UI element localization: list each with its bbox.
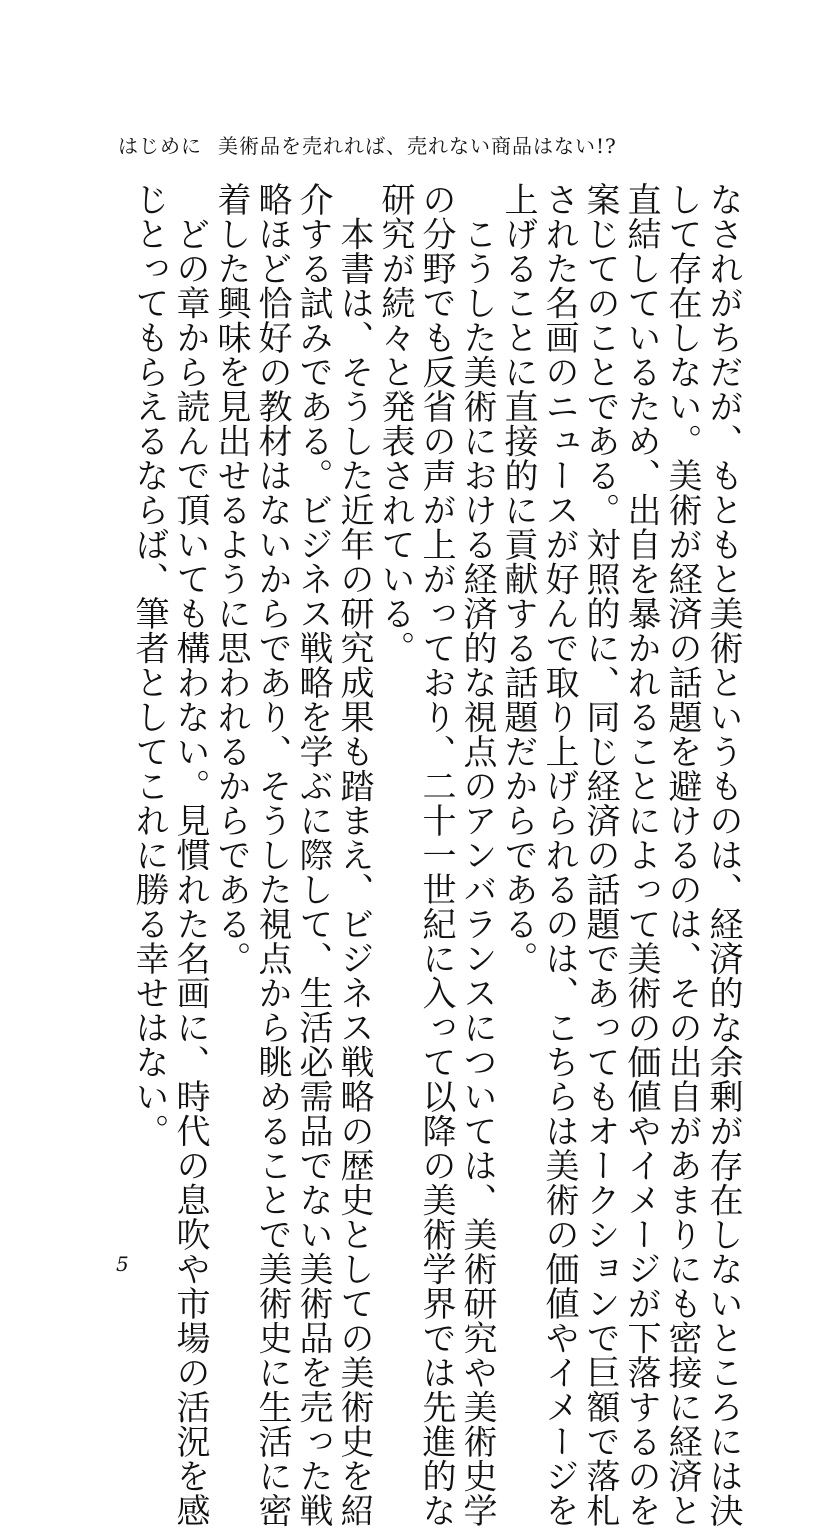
running-header [118, 130, 718, 159]
text-line: こうした美術における経済的な視点のアンバランスについては、美術研究や美術史学 [457, 182, 497, 1528]
text-line: 直結しているため、出自を暴かれることによって美術の価値やイメージが下落するのを [621, 182, 661, 1528]
text-line: どの章から読んで頂いても構わない。見慣れた名画に、時代の息吹や市場の活況を感 [170, 182, 210, 1528]
text-line: 上げることに直接的に貢献する話題だからである。 [498, 182, 538, 976]
text-line: された名画のニュースが好んで取り上げられるのは、こちらは美術の価値やイメージを [539, 182, 579, 1528]
text-line: 着した興味を見出せるように思われるからである。 [211, 182, 251, 976]
text-line: 介する試みである。ビジネス戦略を学ぶに際して、生活必需品でない美術品を売った戦 [293, 182, 333, 1528]
page-number: 5 [116, 1252, 129, 1276]
text-line: じとってもらえるならば、筆者としてこれに勝る幸せはない。 [129, 182, 169, 1148]
text-line: 本書は、そうした近年の研究成果も踏まえ、ビジネス戦略の歴史としての美術史を紹 [334, 182, 374, 1528]
text-line: して存在しない。美術が経済の話題を避けるのは、その出自があまりにも密接に経済と [662, 182, 702, 1528]
header-chapter: はじめに [118, 134, 202, 158]
text-line: 案じてのことである。対照的に、同じ経済の話題であってもオークションで巨額で落札 [580, 182, 620, 1528]
text-line: の分野でも反省の声が上がっており、二十一世紀に入って以降の美術学界では先進的な [416, 182, 456, 1528]
text-line: 略ほど恰好の教材はないからであり、そうした視点から眺めることで美術史に生活に密 [252, 182, 292, 1528]
text-line: なされがちだが、もともと美術というものは、経済的な余剰が存在しないところには決 [703, 182, 743, 1528]
header-title: 美術品を売れれば、売れない商品はない!? [218, 134, 617, 158]
body-text [128, 182, 743, 1528]
text-line: 研究が続々と発表されている。 [375, 182, 415, 665]
